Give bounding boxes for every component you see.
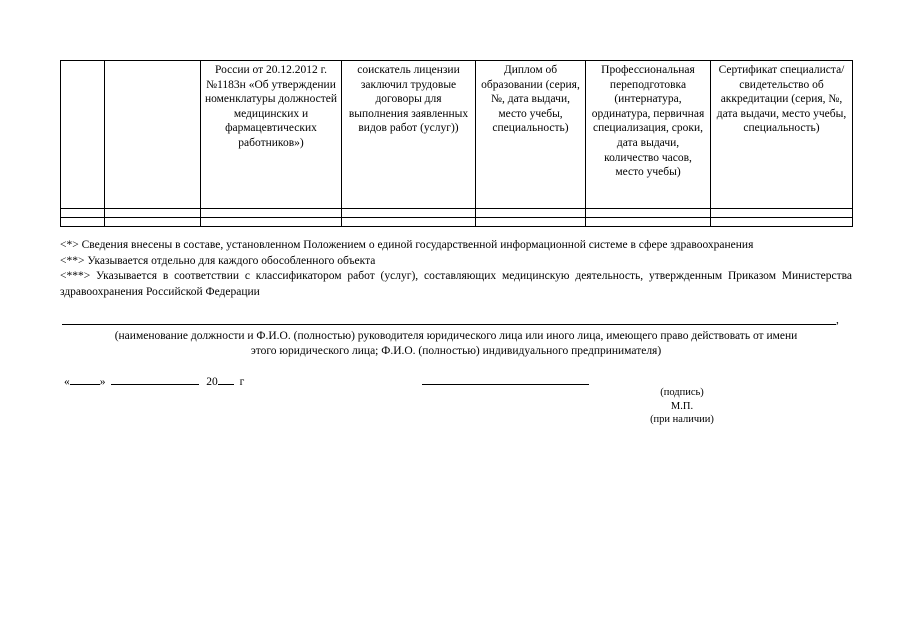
- table-cell: [105, 218, 201, 227]
- footnote-1: <*> Сведения внесены в составе, установленном Положением о единой государственной информационной системе в сфере здравоохранения: [60, 239, 754, 251]
- table-cell: [586, 218, 711, 227]
- table-header-retraining: Профессиональная переподготовка (интернатура, ординатура, первичная специализация, сроки, дата выдачи, количество часов, место учебы): [586, 61, 711, 209]
- table-row: [61, 218, 853, 227]
- table-row: [61, 209, 853, 218]
- seal-label: М.П.: [670, 400, 694, 412]
- month-blank: [111, 373, 199, 385]
- table-cell: [476, 209, 586, 218]
- table-header-position: России от 20.12.2012 г. №1183н «Об утверждении номенклатуры должностей медицинских и фармацевтических работников»): [201, 61, 342, 209]
- caption-line-1: (наименование должности и Ф.И.О. (полностью) руководителя юридического лица или иного лица, имеющего право действовать от имени: [114, 330, 798, 342]
- table-cell: [201, 218, 342, 227]
- line-comma: ,: [836, 314, 839, 326]
- table-cell: [476, 218, 586, 227]
- footnote-3: <***> Указывается в соответствии с классификатором работ (услуг), составляющих медицинскую деятельность, утвержденным Приказом Министерства здравоохранения Российской Федерации: [60, 270, 852, 298]
- footnote-2: <**> Указывается отдельно для каждого обособленного объекта: [60, 254, 376, 267]
- date-open-quote: «: [64, 376, 70, 388]
- footnotes: [60, 238, 852, 300]
- table-cell-col1: [61, 61, 105, 209]
- table-cell: [711, 209, 853, 218]
- caption-line-2: этого юридического лица; Ф.И.О. (полностью) индивидуального предпринимателя): [250, 345, 662, 357]
- year-blank: [218, 373, 234, 385]
- table-header-row: [61, 61, 853, 209]
- signature-label: (подпись): [660, 387, 704, 398]
- staff-table: [60, 60, 853, 227]
- official-name-caption: [60, 329, 852, 359]
- table-cell: [201, 209, 342, 218]
- table-header-certificate: Сертификат специалиста/ свидетельство об аккредитации (серия, №, дата выдачи, место учебы, специальность): [711, 61, 853, 209]
- table-cell: [61, 218, 105, 227]
- table-cell-col2: [105, 61, 201, 209]
- date-close-quote: »: [99, 376, 106, 388]
- year-suffix: г: [239, 376, 245, 388]
- table-cell: [342, 218, 476, 227]
- date-field: [64, 373, 244, 388]
- year-prefix: 20: [206, 376, 218, 388]
- table-cell: [105, 209, 201, 218]
- day-blank: [70, 373, 100, 385]
- table-cell: [586, 209, 711, 218]
- table-cell: [342, 209, 476, 218]
- if-present-label: (при наличии): [650, 414, 714, 425]
- signature-line: [422, 384, 589, 385]
- table-header-diploma: Диплом об образовании (серия, №, дата выдачи, место учебы, специальность): [476, 61, 586, 209]
- table-cell: [711, 218, 853, 227]
- official-name-line: [62, 324, 836, 325]
- stamp-labels: [632, 386, 732, 427]
- table-header-contracts: соискатель лицензии заключил трудовые договоры для выполнения заявленных видов работ (услуг)): [342, 61, 476, 209]
- table-cell: [61, 209, 105, 218]
